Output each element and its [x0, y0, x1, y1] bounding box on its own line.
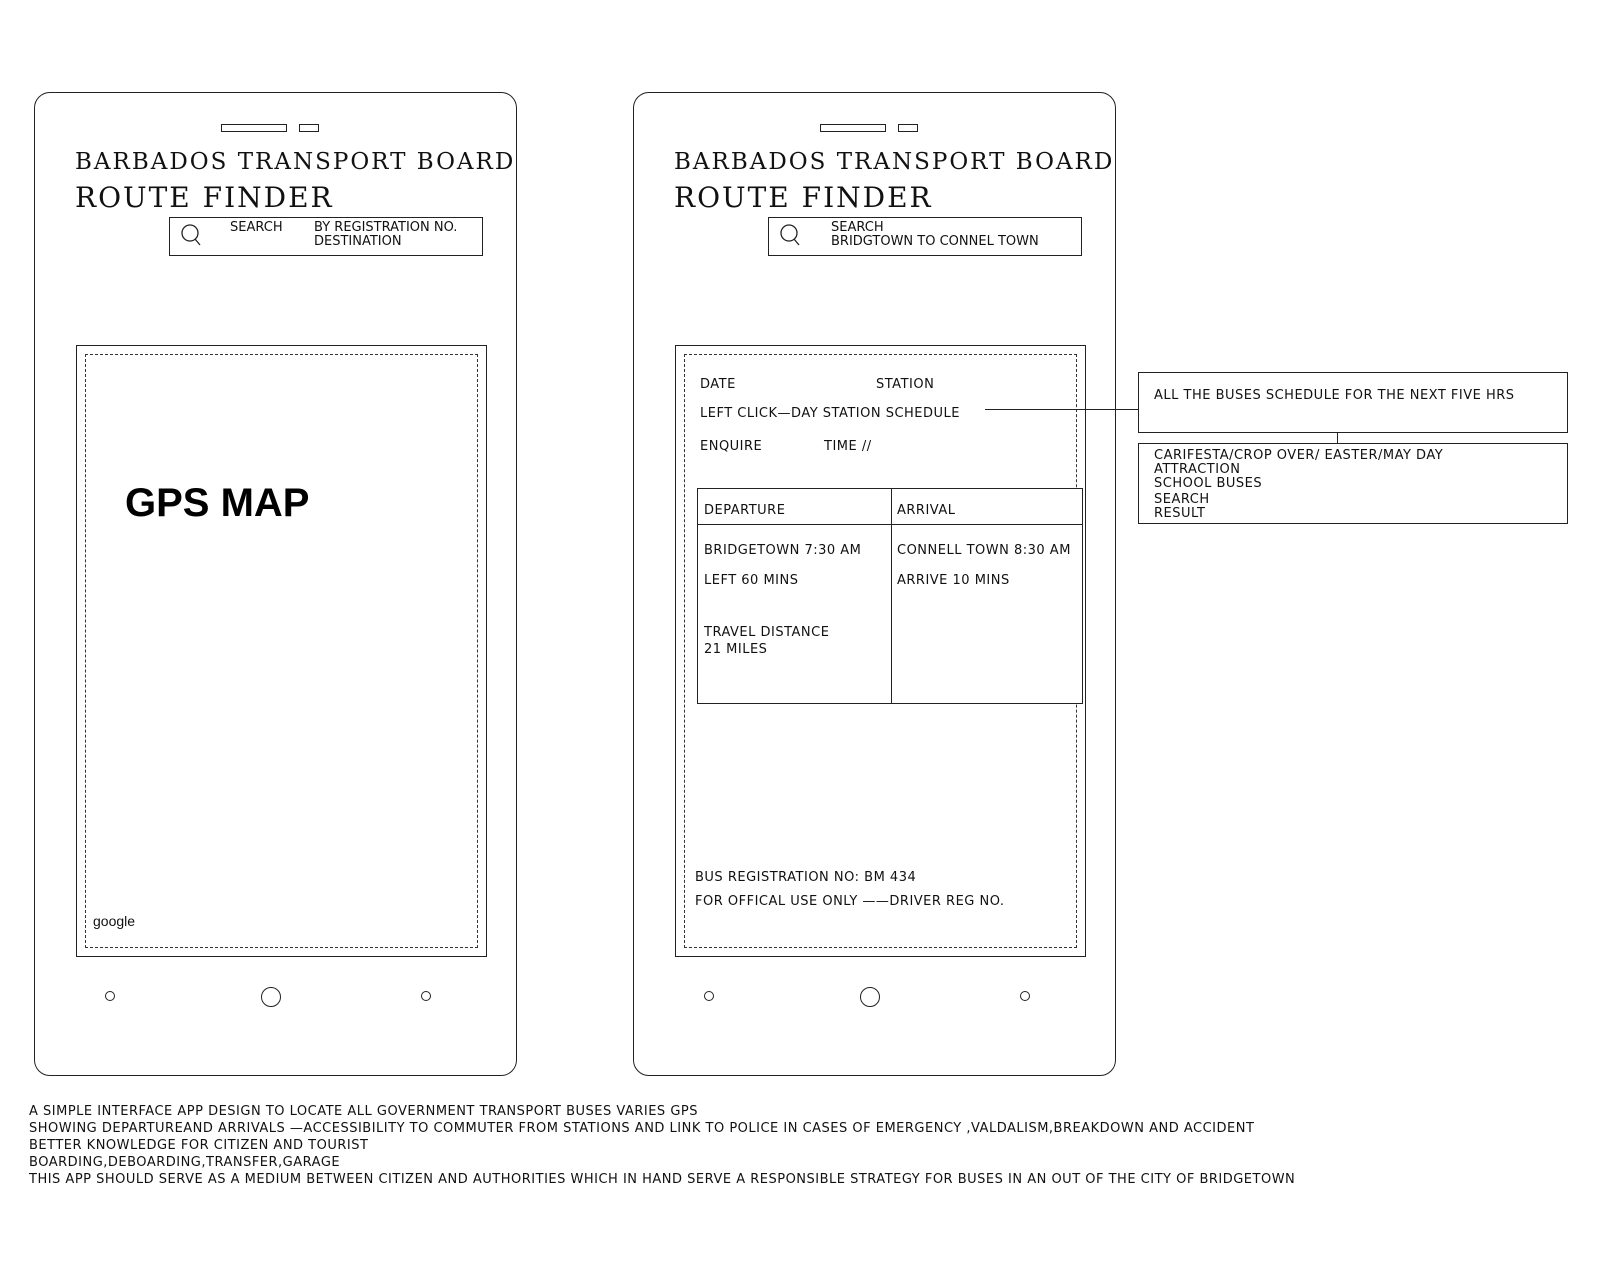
travel-distance-label: TRAVEL DISTANCE [704, 625, 830, 640]
back-button-icon[interactable] [704, 991, 714, 1001]
search-label: SEARCH [831, 220, 884, 235]
events-callout-line: ATTRACTION [1154, 462, 1241, 477]
time-field[interactable]: TIME // [824, 439, 872, 454]
bus-registration: BUS REGISTRATION NO: BM 434 [695, 870, 917, 885]
date-field[interactable]: DATE [700, 377, 736, 392]
front-camera [299, 124, 319, 132]
app-title: ROUTE FINDER [75, 181, 334, 214]
events-callout-line: SCHOOL BUSES [1154, 476, 1263, 491]
app-brand: BARBADOS TRANSPORT BOARD [75, 149, 516, 175]
app-title: ROUTE FINDER [674, 181, 933, 214]
search-option-destination[interactable]: DESTINATION [314, 234, 402, 249]
arrival-station-time: CONNELL TOWN 8:30 AM [897, 543, 1071, 558]
schedule-callout [1138, 372, 1568, 433]
station-field[interactable]: STATION [876, 377, 935, 392]
map-viewport[interactable] [85, 354, 478, 948]
home-button-icon[interactable] [860, 987, 880, 1007]
recent-apps-icon[interactable] [421, 991, 431, 1001]
map-credit: google [93, 913, 136, 929]
gps-map-panel[interactable] [76, 345, 487, 957]
note-line: SHOWING DEPARTUREAND ARRIVALS —ACCESSIBILITY TO COMMUTER FROM STATIONS AND LINK TO POLICE IN CASES OF EMERGENCY ,VALDALISM,BREAKDOWN AND ACCIDENT [29, 1121, 1255, 1136]
search-icon [779, 223, 801, 247]
search-option-registration[interactable]: BY REGISTRATION NO. [314, 220, 458, 235]
departure-station-time: BRIDGETOWN 7:30 AM [704, 543, 862, 558]
departure-column [698, 489, 892, 703]
day-station-schedule-link[interactable]: LEFT CLICK—DAY STATION SCHEDULE [700, 406, 961, 421]
search-label: SEARCH [230, 220, 283, 235]
schedule-callout-text: ALL THE BUSES SCHEDULE FOR THE NEXT FIVE HRS [1154, 388, 1515, 403]
speaker-grille [221, 124, 287, 132]
departure-left: LEFT 60 MINS [704, 573, 799, 588]
app-brand: BARBADOS TRANSPORT BOARD [674, 149, 1115, 175]
events-callout-line: SEARCH [1154, 492, 1210, 507]
search-query[interactable]: BRIDGTOWN TO CONNEL TOWN [831, 234, 1039, 249]
arrival-header: ARRIVAL [897, 503, 956, 518]
arrival-column [891, 489, 1082, 703]
note-line: BOARDING,DEBOARDING,TRANSFER,GARAGE [29, 1155, 341, 1170]
search-icon [180, 223, 202, 247]
enquire-button[interactable]: ENQUIRE [700, 439, 763, 454]
search-bar[interactable] [768, 217, 1082, 256]
front-camera [898, 124, 918, 132]
note-line: THIS APP SHOULD SERVE AS A MEDIUM BETWEEN CITIZEN AND AUTHORITIES WHICH IN HAND SERVE A RESPONSIBLE STRATEGY FOR BUSES IN AN OUT OF THE CITY OF BRIDGETOWN [29, 1172, 1296, 1187]
phone-mockup-schedule [633, 92, 1116, 1076]
home-button-icon[interactable] [261, 987, 281, 1007]
phone-mockup-map [34, 92, 517, 1076]
events-callout [1138, 443, 1568, 524]
schedule-viewport [684, 354, 1077, 948]
travel-distance-value: 21 MILES [704, 642, 768, 657]
arrival-eta: ARRIVE 10 MINS [897, 573, 1010, 588]
gps-map-title: GPS MAP [125, 481, 310, 525]
departure-header: DEPARTURE [704, 503, 786, 518]
speaker-grille [820, 124, 886, 132]
schedule-panel [675, 345, 1086, 957]
design-notes [29, 1103, 1295, 1188]
events-callout-line: RESULT [1154, 506, 1206, 521]
departure-arrival-table [697, 488, 1083, 704]
note-line: BETTER KNOWLEDGE FOR CITIZEN AND TOURIST [29, 1138, 369, 1153]
recent-apps-icon[interactable] [1020, 991, 1030, 1001]
official-use-note: FOR OFFICAL USE ONLY ——DRIVER REG NO. [695, 894, 1005, 909]
search-bar[interactable] [169, 217, 483, 256]
events-callout-line: CARIFESTA/CROP OVER/ EASTER/MAY DAY [1154, 448, 1444, 463]
note-line: A SIMPLE INTERFACE APP DESIGN TO LOCATE ALL GOVERNMENT TRANSPORT BUSES VARIES GPS [29, 1104, 698, 1119]
back-button-icon[interactable] [105, 991, 115, 1001]
